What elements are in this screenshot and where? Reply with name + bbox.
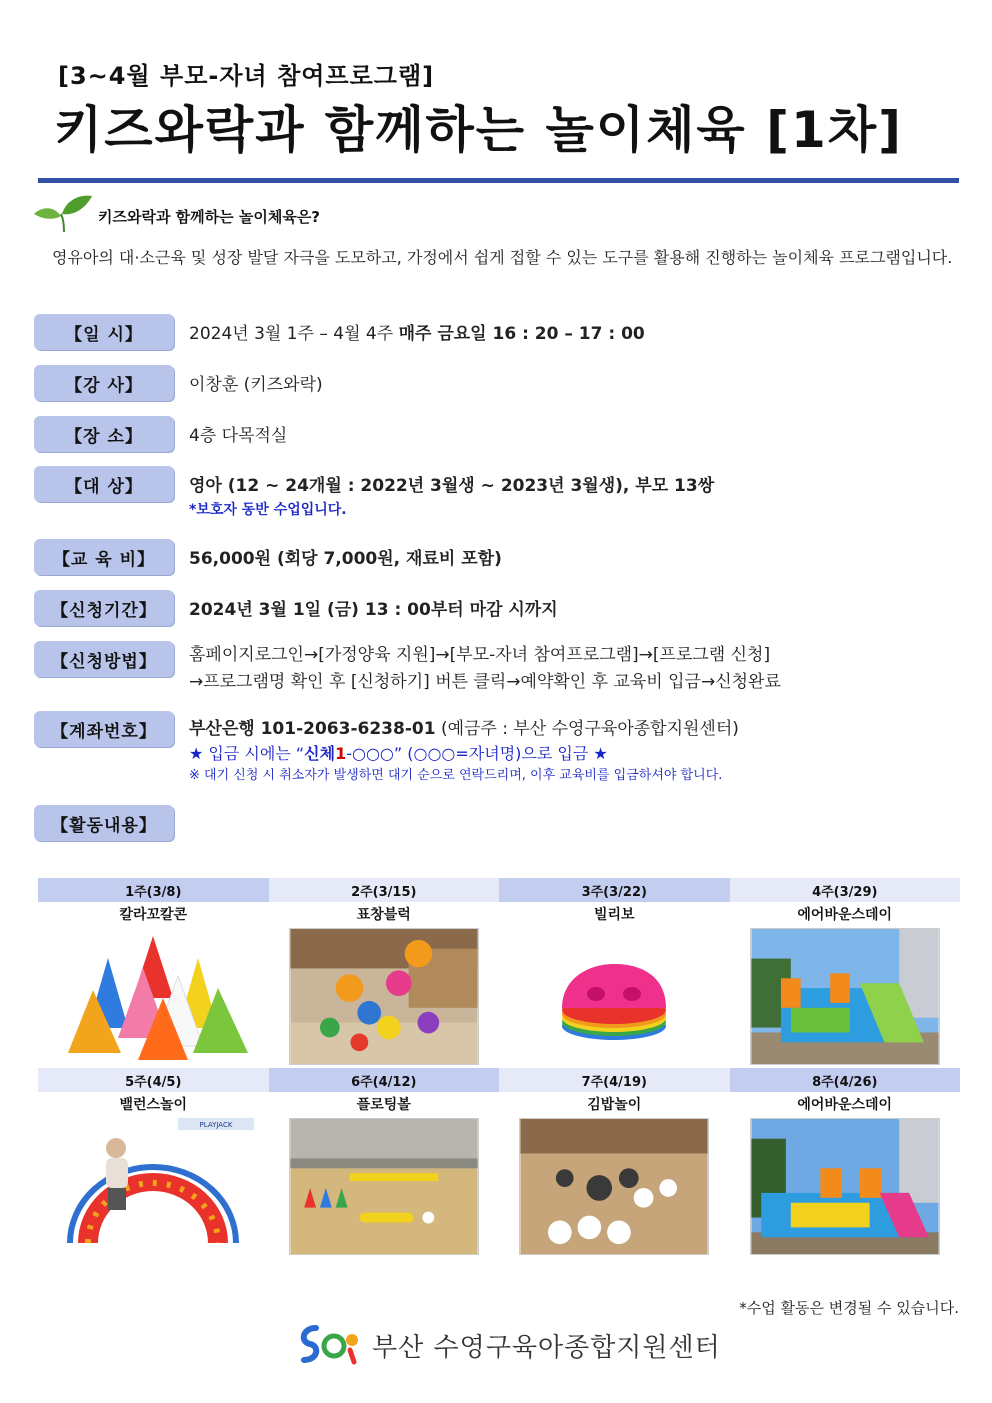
account-label: 【계좌번호】 xyxy=(34,711,174,747)
target-row xyxy=(34,466,959,521)
waitlist-notice: ※ 대기 신청 시 취소자가 발생하면 대기 순으로 연락드리며, 이후 교육비를 입금하셔야 합니다. xyxy=(189,768,723,783)
week-3-header: 3주(3/22) xyxy=(499,878,730,902)
cones-image xyxy=(53,928,253,1065)
method-line-2: →프로그램명 확인 후 [신청하기] 버튼 클릭→예약확인 후 교육비 입금→신청완료 xyxy=(189,672,781,692)
program-subtitle: [3~4월 부모-자녀 참여프로그램] xyxy=(58,62,435,90)
week-8-header: 8주(4/26) xyxy=(730,1068,961,1092)
week-7-header: 7주(4/19) xyxy=(499,1068,730,1092)
week-image-row-1 xyxy=(38,928,960,1068)
intro-heading: 키즈와락과 함께하는 놀이체육은? xyxy=(98,208,321,226)
bilibo-image xyxy=(514,928,714,1065)
instructor-label: 【강 사】 xyxy=(34,365,174,401)
fee-value: 56,000원 (회당 7,000원, 재료비 포함) xyxy=(189,549,502,569)
week-3-activity: 빌리보 xyxy=(593,907,635,923)
deposit-code-name: -○○○ xyxy=(346,744,394,763)
deposit-suffix: ” (○○○=자녀명)으로 입금 ★ xyxy=(393,744,608,763)
location-value: 4층 다목적실 xyxy=(189,426,288,446)
floating-ball-photo xyxy=(289,1118,479,1255)
week-2-activity: 표창블럭 xyxy=(356,907,411,923)
target-text: 영아 (12 ~ 24개월 : 2022년 3월생 ~ 2023년 3월생), 부모 13쌍 xyxy=(189,476,715,496)
week-7-activity: 김밥놀이 xyxy=(587,1097,642,1113)
week-8-activity: 에어바운스데이 xyxy=(797,1097,893,1113)
sprout-icon xyxy=(34,194,92,234)
schedule-value xyxy=(189,314,645,350)
deposit-code-number: 1 xyxy=(335,744,347,763)
method-value xyxy=(189,641,781,696)
period-value: 2024년 3월 1일 (금) 13 : 00부터 마감 시까지 xyxy=(189,600,558,620)
activity-grid xyxy=(38,878,960,1258)
week-5-activity: 밸런스놀이 xyxy=(119,1097,188,1113)
schedule-label: 【일 시】 xyxy=(34,314,174,350)
deposit-prefix: ★ 입금 시에는 “ xyxy=(189,744,305,763)
instructor-row xyxy=(34,365,959,401)
shuriken-blocks-photo xyxy=(289,928,479,1065)
instructor-value: 이창훈 (키즈와락) xyxy=(189,375,323,395)
account-holder: (예금주 : 부산 수영구육아종합지원센터) xyxy=(435,719,739,739)
activities-row xyxy=(34,805,959,841)
org-name: 부산 수영구육아종합지원센터 xyxy=(372,1332,721,1363)
page-title: 키즈와락과 함께하는 놀이체육 [1차] xyxy=(54,101,903,159)
air-bounce-photo-2 xyxy=(750,1118,940,1255)
week-header-row-2 xyxy=(38,1068,960,1092)
fee-label: 【교 육 비】 xyxy=(34,539,174,575)
week-1-activity: 칼라꼬칼콘 xyxy=(119,907,188,923)
location-label: 【장 소】 xyxy=(34,416,174,452)
deposit-code-word: 신체 xyxy=(304,744,336,763)
week-image-row-2 xyxy=(38,1118,960,1258)
title-divider xyxy=(38,178,959,183)
gimbap-play-photo xyxy=(519,1118,709,1255)
week-name-row-1 xyxy=(38,902,960,928)
playjack-logo: PLAYJACK xyxy=(199,1121,233,1129)
method-label: 【신청방법】 xyxy=(34,641,174,677)
schedule-time: 매주 금요일 16 : 20 – 17 : 00 xyxy=(398,324,645,344)
intro-text: 영유아의 대·소근육 및 성장 발달 자극을 도모하고, 가정에서 쉽게 접할 수 있는 도구를 활용해 진행하는 놀이체육 프로그램입니다. xyxy=(52,248,953,267)
change-notice: *수업 활동은 변경될 수 있습니다. xyxy=(739,1299,959,1317)
week-4-activity: 에어바운스데이 xyxy=(797,907,893,923)
center-logo-icon xyxy=(296,1322,362,1368)
week-name-row-2 xyxy=(38,1092,960,1118)
period-label: 【신청기간】 xyxy=(34,590,174,626)
week-1-header: 1주(3/8) xyxy=(38,878,269,902)
deposit-instruction xyxy=(189,742,739,766)
account-row xyxy=(34,711,959,786)
account-number: 부산은행 101-2063-6238-01 xyxy=(189,719,436,739)
org-logo xyxy=(296,1322,721,1368)
method-row xyxy=(34,641,959,696)
week-header-row-1 xyxy=(38,878,960,902)
week-5-header: 5주(4/5) xyxy=(38,1068,269,1092)
method-line-1: 홈페이지로그인→[가정양육 지원]→[부모-자녀 참여프로그램]→[프로그램 신청] xyxy=(189,645,771,665)
target-note: *보호자 동반 수업입니다. xyxy=(189,502,347,518)
week-6-activity: 플로팅볼 xyxy=(356,1097,411,1113)
account-value xyxy=(189,711,739,786)
period-row xyxy=(34,590,959,626)
target-value xyxy=(189,466,714,521)
air-bounce-photo-1 xyxy=(750,928,940,1065)
balance-arch-image xyxy=(48,1118,258,1255)
fee-row xyxy=(34,539,959,575)
schedule-row xyxy=(34,314,959,350)
schedule-dates: 2024년 3월 1주 – 4월 4주 xyxy=(189,324,399,344)
activities-label: 【활동내용】 xyxy=(34,805,174,841)
week-4-header: 4주(3/29) xyxy=(730,878,961,902)
week-6-header: 6주(4/12) xyxy=(269,1068,500,1092)
week-2-header: 2주(3/15) xyxy=(269,878,500,902)
location-row xyxy=(34,416,959,452)
target-label: 【대 상】 xyxy=(34,466,174,502)
